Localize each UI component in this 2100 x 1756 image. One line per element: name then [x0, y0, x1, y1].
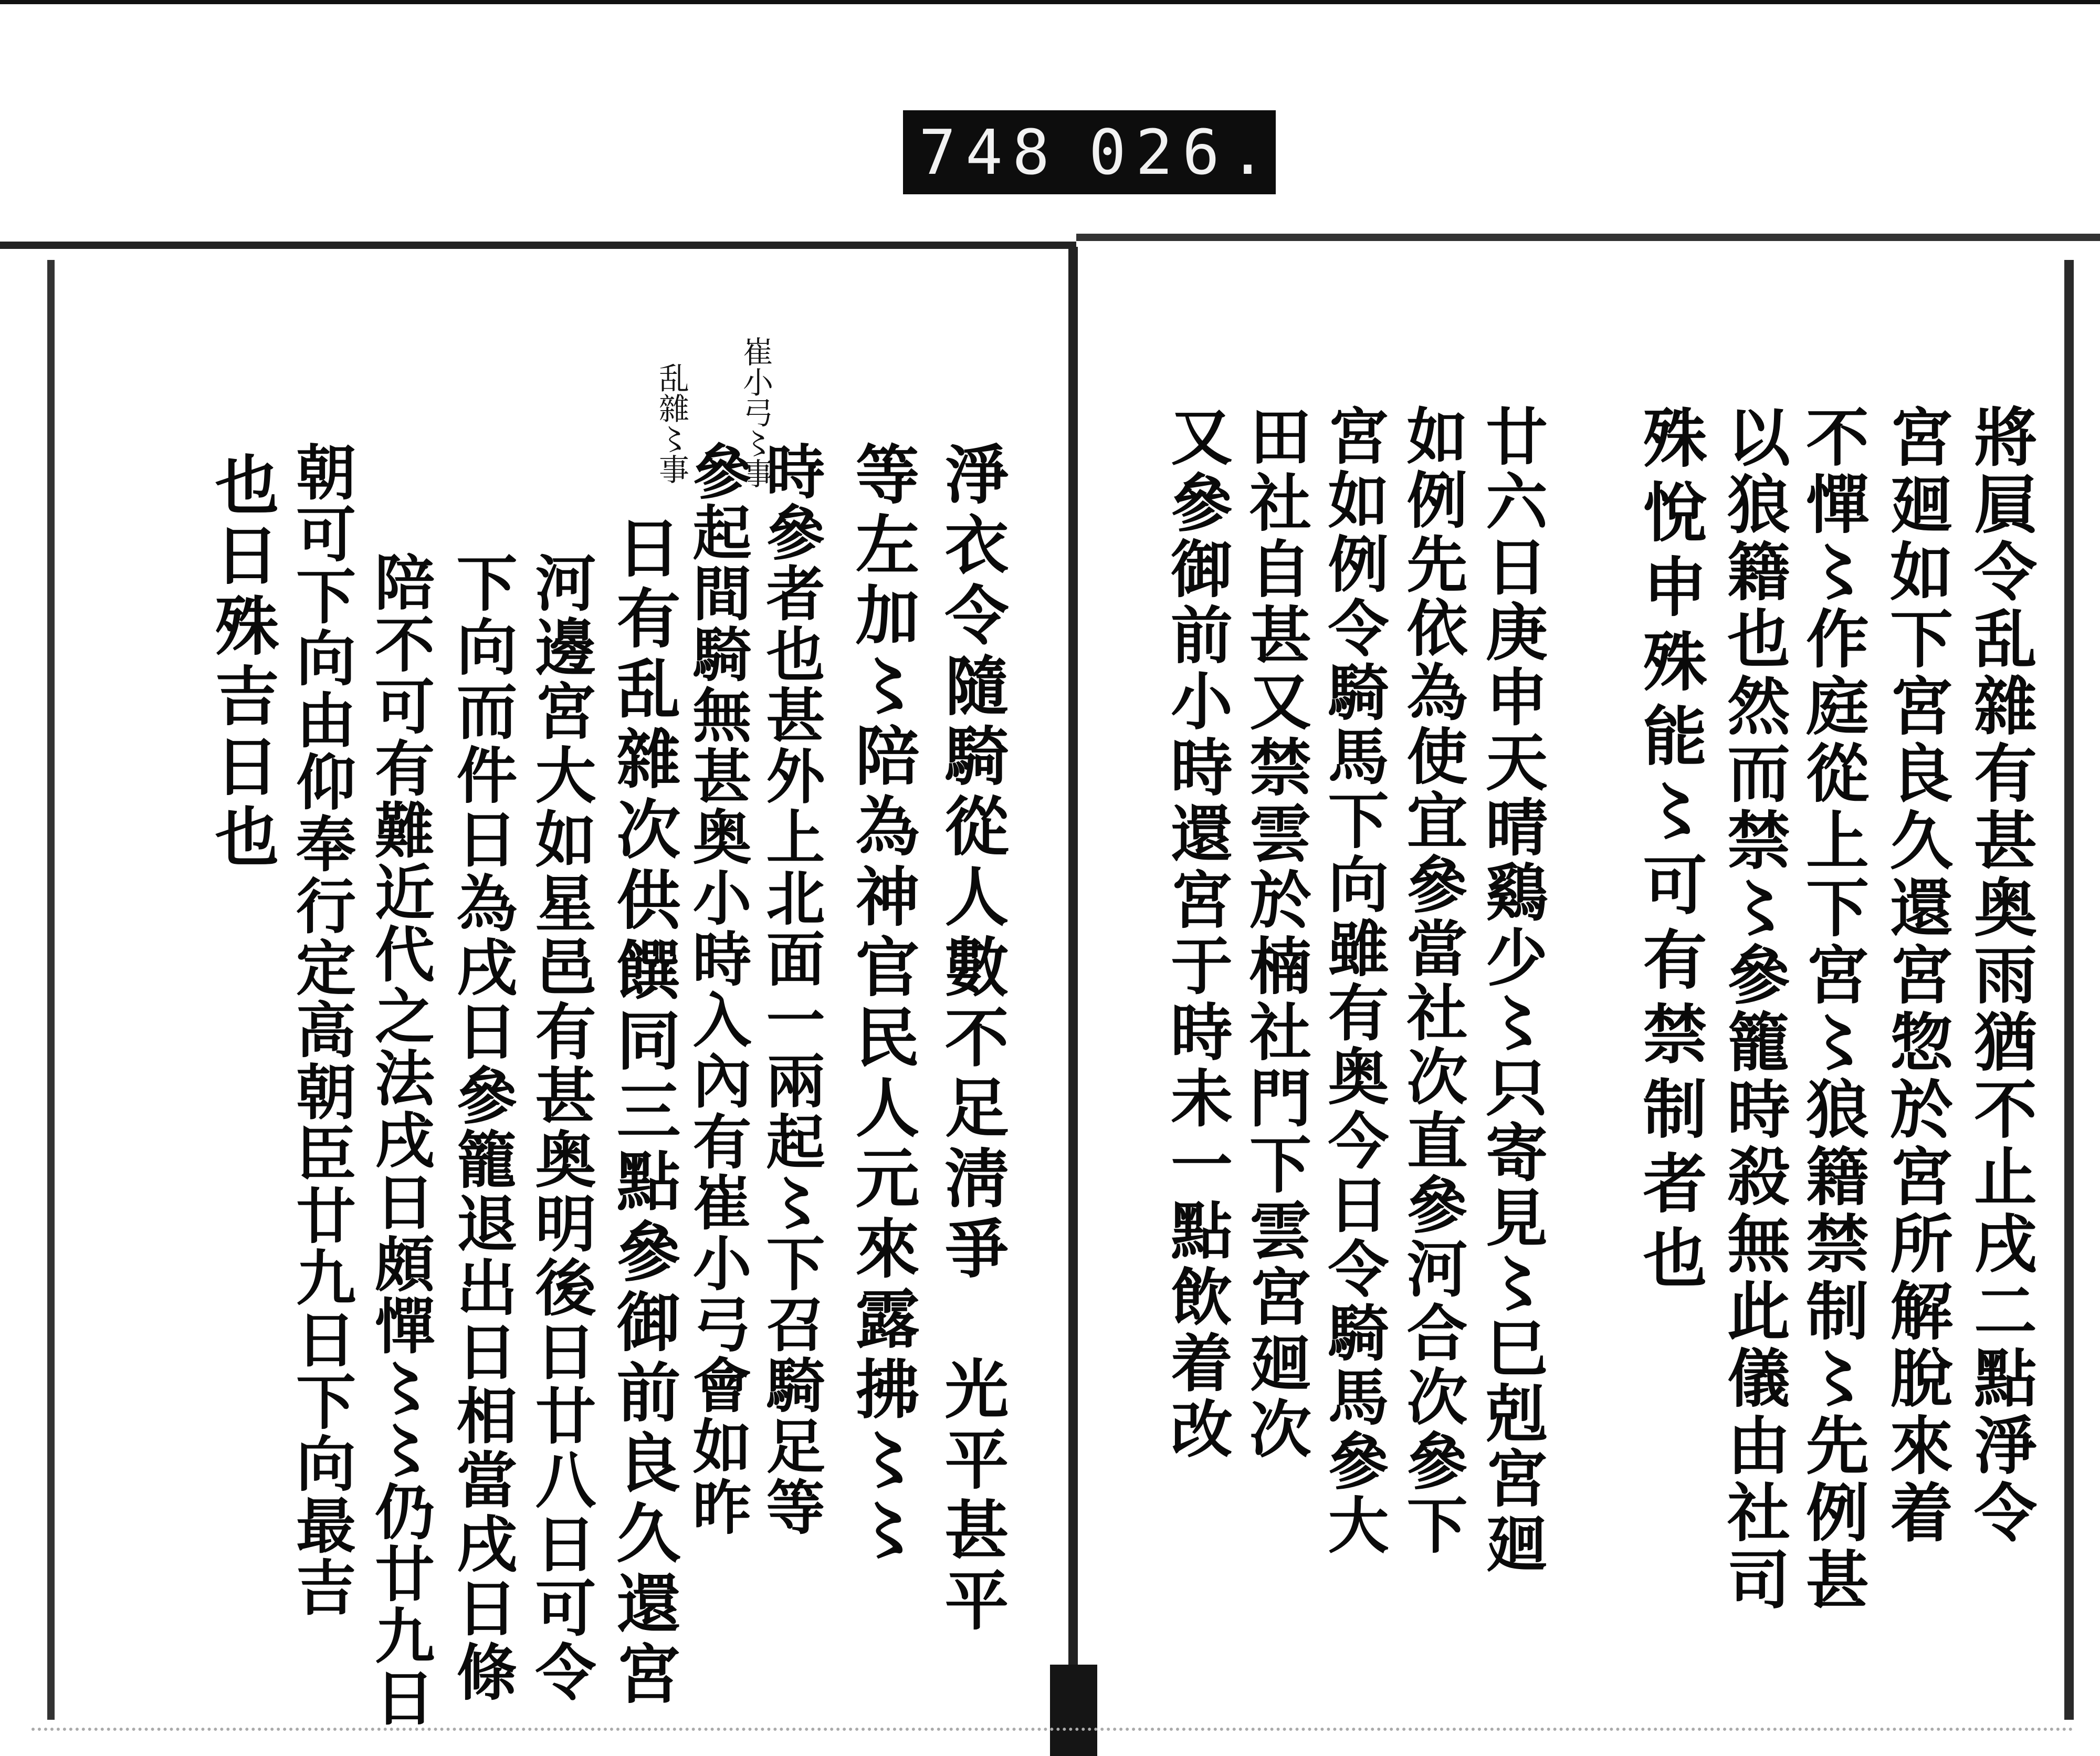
left-column-10: 也日殊吉日也	[204, 452, 280, 874]
left-column-3: 時參者也甚外上北面一兩起〻下召騎足等	[757, 441, 825, 1538]
left-column-7: 下向而件日為戌日參籠退出日相當戌日條	[446, 551, 518, 1705]
left-column-6: 河邊宮大如星邑有甚奥明後日廿八日可令	[525, 551, 596, 1705]
left-column-1: 淨衣令隨騎從人數不足淸爭 光平甚平	[934, 441, 1010, 1637]
right-column-1: 將屓令乱雜有甚奥雨猶不止戌二點淨令	[1964, 404, 2038, 1547]
marginal-note-2: 乱雜〻事	[654, 362, 689, 484]
left-column-2: 等左加〻陪為神官民人元來露拂〻〻	[845, 441, 920, 1567]
page-bottom-edge	[32, 1717, 2074, 1731]
left-column-9: 朝可下向由仰奉行定高朝臣廿九日下向最吉	[286, 441, 356, 1618]
film-top-border	[0, 0, 2100, 4]
right-column-4: 以狼籍也然而禁〻參籠時殺無此儀由社司	[1717, 404, 1791, 1614]
left-column-5: 日有乱雜次供饌同三點參御前良久還宮	[606, 515, 681, 1711]
right-column-6: 廿六日庚申天晴鷄少〻只寄見〻巳剋宮廻	[1475, 404, 1548, 1576]
right-column-9: 田社自甚又禁雲於楠社門下雲宮廻次	[1239, 404, 1312, 1463]
left-column-4: 參起間騎無甚奥小時入內有崔小弓會如昨	[683, 441, 752, 1538]
marginal-note-1: 崔小弓〻事	[738, 336, 773, 488]
right-column-2: 宮廻如下宮良久還宮惣於宮所解脫來着	[1880, 404, 1954, 1547]
book-top-edge-right	[1076, 234, 2100, 255]
frame-number: 026.	[1088, 116, 1276, 189]
right-column-3: 不憚〻作庭從上下宮〻狼籍禁制〻先例甚	[1796, 404, 1870, 1614]
right-column-7: 如例先依為使宜參當社次直參河合次參下	[1396, 404, 1468, 1558]
right-column-5: 殊悅申殊能〻可有禁制者也	[1632, 404, 1708, 1299]
right-column-10: 又參御前小時還宮于時未一點飲着改	[1160, 404, 1233, 1463]
book-gutter	[1068, 247, 1078, 1754]
reel-number: 748	[919, 116, 1059, 189]
right-column-8: 宮如例令騎馬下向雖有奥今日令騎馬參大	[1318, 404, 1389, 1558]
book-top-edge-left	[0, 242, 1076, 263]
gutter-clip	[1050, 1665, 1097, 1756]
left-column-8: 陪不可有難近代之法戌日頗憚〻〻仍廿九日	[365, 551, 435, 1729]
microfilm-frame-label	[903, 110, 1276, 194]
